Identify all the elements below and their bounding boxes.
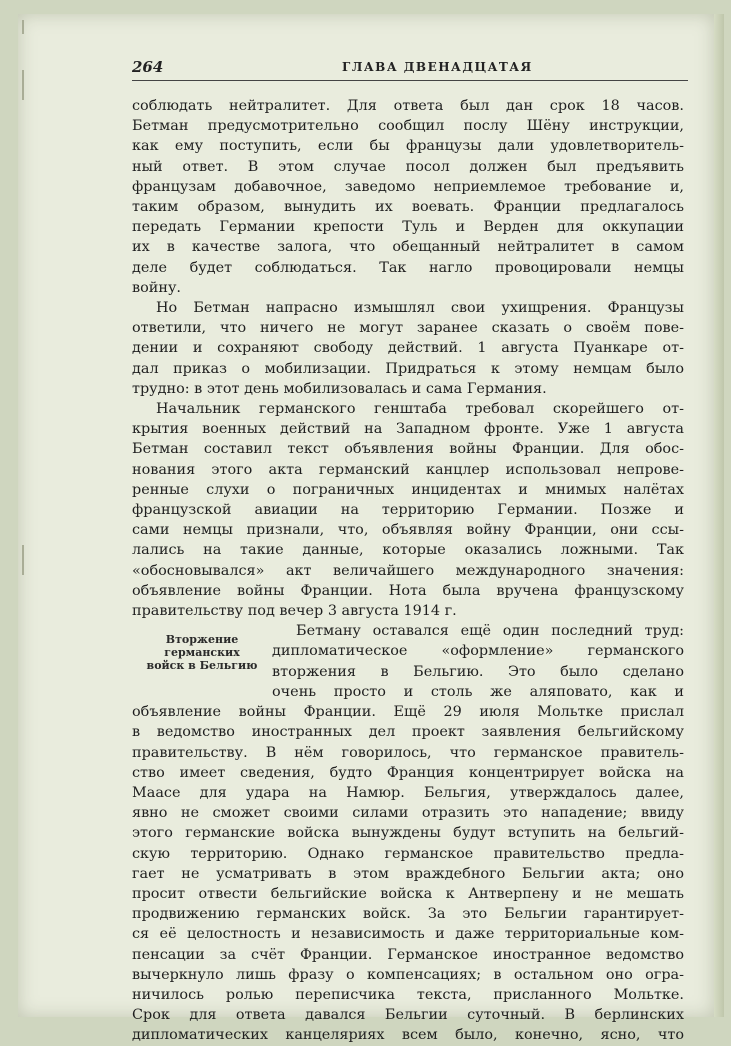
text-line: вторжения в Бельгию. Это было сделано xyxy=(272,663,684,680)
text-line: войну. xyxy=(132,279,181,296)
text-line: передать Германии крепости Туль и Верден для оккупации xyxy=(132,219,684,236)
text-line: очень просто и столь же аляповато, как и xyxy=(272,683,684,700)
text-line: крытия военных действий на Западном фронте. Уже 1 августа xyxy=(132,421,684,438)
text-line: Бетману оставался ещё один последний труд: xyxy=(296,623,684,640)
text-line: Маасе для удара на Намюр. Бельгия, утверждалось далее, xyxy=(132,784,684,801)
side-heading-line: германских xyxy=(164,646,240,660)
text-line: явно не сможет своими силами отразить это нападение; ввиду xyxy=(132,805,684,822)
text-line: Бетман предусмотрительно сообщил послу Шёну инструкции, xyxy=(132,118,684,135)
text-line: сами немцы признали, что, объявляя войну Франции, они ссы- xyxy=(132,522,684,539)
text-line: ренные слухи о пограничных инцидентах и мнимых налётах xyxy=(132,481,684,498)
text-line: скую территорию. Однако германское правительство предла- xyxy=(132,845,684,862)
side-heading-line: войск в Бельгию xyxy=(146,659,258,673)
text-line: правительству. В нём говорилось, что германское правитель- xyxy=(132,744,684,761)
page-edge xyxy=(714,14,724,1017)
text-line: французам добавочное, заведомо неприемлемое требование и, xyxy=(132,178,684,195)
binding-mark xyxy=(22,70,24,100)
paragraph xyxy=(132,399,684,621)
side-heading-block xyxy=(132,621,684,702)
text-line: пенсации за счёт Франции. Германское иностранное ведомство xyxy=(132,946,684,963)
side-paragraph xyxy=(272,621,684,702)
text-line: ничилось ролью переписчика текста, присланного Мольтке. xyxy=(132,986,684,1003)
text-line: Срок для ответа давался Бельгии суточный. В берлинских xyxy=(132,1007,684,1024)
paragraph xyxy=(132,96,684,298)
text-line: французской авиации на территорию Германии. Позже и xyxy=(132,502,684,519)
binding-mark xyxy=(22,545,24,575)
text-line: объявление войны Франции. Нота была вручена французскому xyxy=(132,582,684,599)
text-line: дипломатическое «оформление» германского xyxy=(272,643,684,660)
text-line: как ему поступить, если бы французы дали удовлетворитель- xyxy=(132,138,684,155)
text-line: «обосновывался» акт величайшего международного значения: xyxy=(132,562,684,579)
body-text xyxy=(132,96,684,1046)
text-line: Бетман составил текст объявления войны Франции. Для обос- xyxy=(132,441,684,458)
text-line: трудно: в этот день мобилизовалась и сама Германия. xyxy=(132,380,547,397)
text-line: дал приказ о мобилизации. Придраться к этому немцам было xyxy=(132,360,684,377)
side-heading-line: Вторжение xyxy=(165,633,239,647)
text-line: дении и сохраняют свободу действий. 1 августа Пуанкаре от- xyxy=(132,340,684,357)
text-line: Начальник германского генштаба требовал скорейшего от- xyxy=(156,401,684,418)
text-line: таким образом, вынудить их воевать. Франции предлагалось xyxy=(132,199,684,216)
text-line: ный ответ. В этом случае посол должен был предъявить xyxy=(132,158,684,175)
text-line: ство имеет сведения, будто Франция концентрирует войска на xyxy=(132,764,684,781)
text-line: соблюдать нейтралитет. Для ответа был дан срок 18 часов. xyxy=(132,98,684,114)
text-line: этого германские войска вынуждены будут вступить на бельгий- xyxy=(132,825,684,842)
text-line: их в качестве залога, что обещанный нейтралитет в самом xyxy=(132,239,684,256)
page-header xyxy=(132,56,688,81)
side-heading xyxy=(132,621,272,702)
text-line: вычеркнуло лишь фразу о компенсациях; в остальном оно огра- xyxy=(132,966,684,983)
text-line: ответили, что ничего не могут заранее сказать о своём пове- xyxy=(132,320,684,337)
text-line: лались на такие данные, которые оказались ложными. Так xyxy=(132,542,684,559)
text-line: дипломатических канцеляриях всем было, конечно, ясно, что xyxy=(132,1027,684,1044)
running-title: ГЛАВА ДВЕНАДЦАТАЯ xyxy=(342,60,533,74)
page-number: 264 xyxy=(132,58,164,76)
paragraph xyxy=(132,298,684,399)
text-line: просит отвести бельгийские войска к Антверпену и не мешать xyxy=(132,885,684,902)
text-line: нования этого акта германский канцлер использовал непрове- xyxy=(132,461,684,478)
binding-mark xyxy=(22,20,24,34)
text-line: Но Бетман напрасно измышлял свои ухищрения. Французы xyxy=(156,300,684,317)
text-line: в ведомство иностранных дел проект заявления бельгийскому xyxy=(132,724,684,741)
text-line: деле будет соблюдаться. Так нагло провоцировали немцы xyxy=(132,259,684,276)
text-line: гает не усматривать в этом враждебного Бельгии акта; оно xyxy=(132,865,684,882)
text-line: продвижению германских войск. За это Бельгии гарантирует- xyxy=(132,906,684,923)
paragraph xyxy=(132,702,684,1045)
text-line: ся её целостность и независимость и даже территориальные ком- xyxy=(132,926,684,943)
text-line: правительству под вечер 3 августа 1914 г. xyxy=(132,603,457,620)
text-line: объявление войны Франции. Ещё 29 июля Мольтке прислал xyxy=(132,704,684,721)
